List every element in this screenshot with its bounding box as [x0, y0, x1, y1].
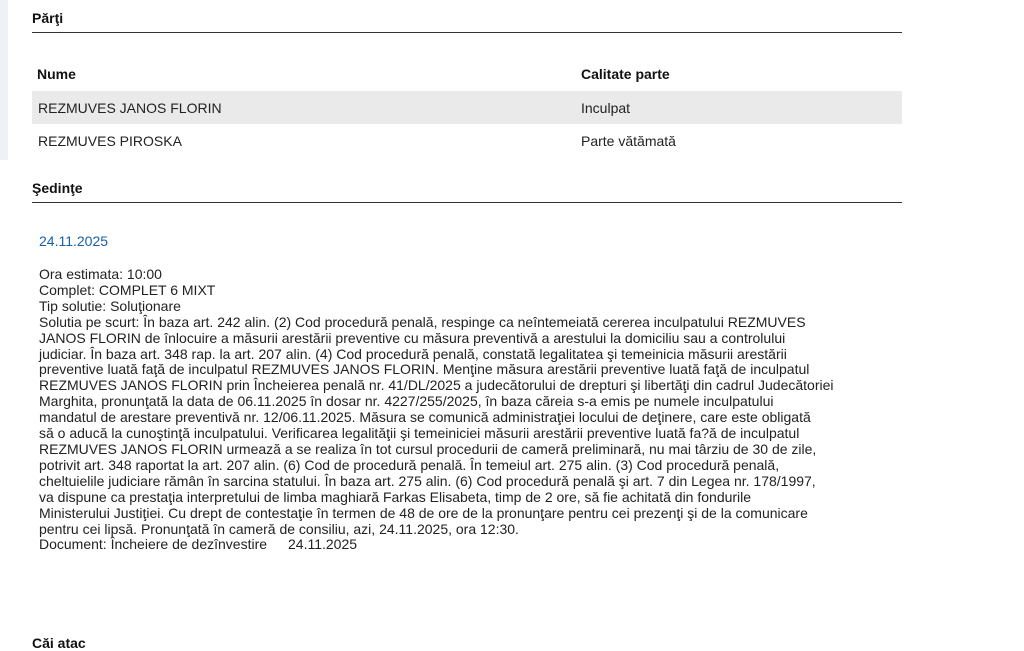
party-role: Parte vătămată [581, 132, 676, 149]
solution-summary-line: să o aducă la cunoştinţă inculpatului. Verificarea legalităţii şi temeiniciei măsurii arestării preventive luată fa?ă de inculpatul [39, 425, 800, 442]
party-role: Inculpat [581, 99, 631, 116]
parti-divider [32, 32, 902, 33]
document-date: 24.11.2025 [288, 536, 358, 553]
table-row [32, 91, 902, 124]
solution-summary-line: REZMUVES JANOS FLORIN urmează a se realiza în tot cursul procedurii de cameră preliminară, nu mai târziu de 30 de zile, [39, 440, 817, 457]
party-name: REZMUVES JANOS FLORIN [38, 99, 222, 116]
sedinte-divider [32, 202, 902, 203]
solution-summary-line: preventive luată faţă de inculpatul REZMUVES JANOS FLORIN. Menţine măsura arestării preventive luată faţă de inculpatul [39, 361, 810, 378]
document-type: Document: Încheiere de dezînvestire [39, 536, 268, 553]
column-header-nume: Nume [37, 66, 76, 82]
table-header [32, 57, 902, 91]
solution-summary-line: judiciar. În baza art. 348 rap. la art. 207 alin. (4) Cod procedură penală, constată legalitatea şi temeinicia măsurii arestării [39, 345, 787, 362]
party-name: REZMUVES PIROSKA [38, 132, 182, 149]
solution-summary-line: JANOS FLORIN de înlocuire a măsurii arestării preventive cu măsura preventivă a arestului la domiciliu sau a controlului [39, 329, 786, 346]
left-sidebar-edge [0, 0, 8, 160]
solution-summary-line: mandatul de arestare preventivă nr. 12/06.11.2025. Măsura se comunică administraţiei locului de deţinere, care este obligată [39, 409, 811, 426]
solution-type: Tip solutie: Soluţionare [39, 297, 181, 314]
parti-section-title: Părţi [32, 10, 64, 26]
table-row [32, 124, 902, 157]
hearing-date-link[interactable]: 24.11.2025 [39, 233, 109, 249]
solution-summary-line: pentru cei lipsă. Pronunţată în cameră de consiliu, azi, 24.11.2025, ora 12:30. [39, 520, 519, 537]
document-line [39, 537, 904, 553]
solution-summary-line: Marghita, pronunţată la data de 06.11.2025 în dosar nr. 4227/255/2025, în baza căreia s-a emis pe numele inculpatului [39, 393, 774, 410]
solution-summary-line: Ministerului Justiţiei. Cu drept de contestaţie în termen de 48 de ore de la pronunţare pentru cei prezenţi şi de la comunicare [39, 504, 808, 521]
cai-atac-section-title: Căi atac [32, 635, 86, 651]
solution-summary-line: va dispune ca prestaţia interpretului de limba maghiară Farkas Elisabeta, timp de 2 ore, să fie achitată din fondurile [39, 488, 752, 505]
panel-composition: Complet: COMPLET 6 MIXT [39, 281, 216, 298]
hearing-details [39, 267, 904, 553]
sedinte-section-title: Şedinţe [32, 180, 83, 196]
estimated-time: Ora estimata: 10:00 [39, 266, 162, 282]
solution-summary-line: cheltuielile judiciare rămân în sarcina statului. În baza art. 275 alin. (6) Cod procedură penală şi art. 7 din Legea nr. 178/1997, [39, 472, 816, 489]
parti-table [32, 57, 902, 157]
column-header-calitate: Calitate parte [581, 66, 670, 82]
solution-summary-line: potrivit art. 348 raportat la art. 207 alin. (6) Cod de procedură penală. În temeiul art. 275 alin. (3) Cod procedură penală, [39, 456, 780, 473]
solution-summary-line: REZMUVES JANOS FLORIN prin Încheierea penală nr. 41/DL/2025 a judecătorului de drepturi şi libertăţi din cadrul Judecătoriei [39, 377, 834, 394]
solution-summary-line: Solutia pe scurt: În baza art. 242 alin. (2) Cod procedură penală, respinge ca neîntemeiată cererea inculpatului REZMUVES [39, 313, 806, 330]
